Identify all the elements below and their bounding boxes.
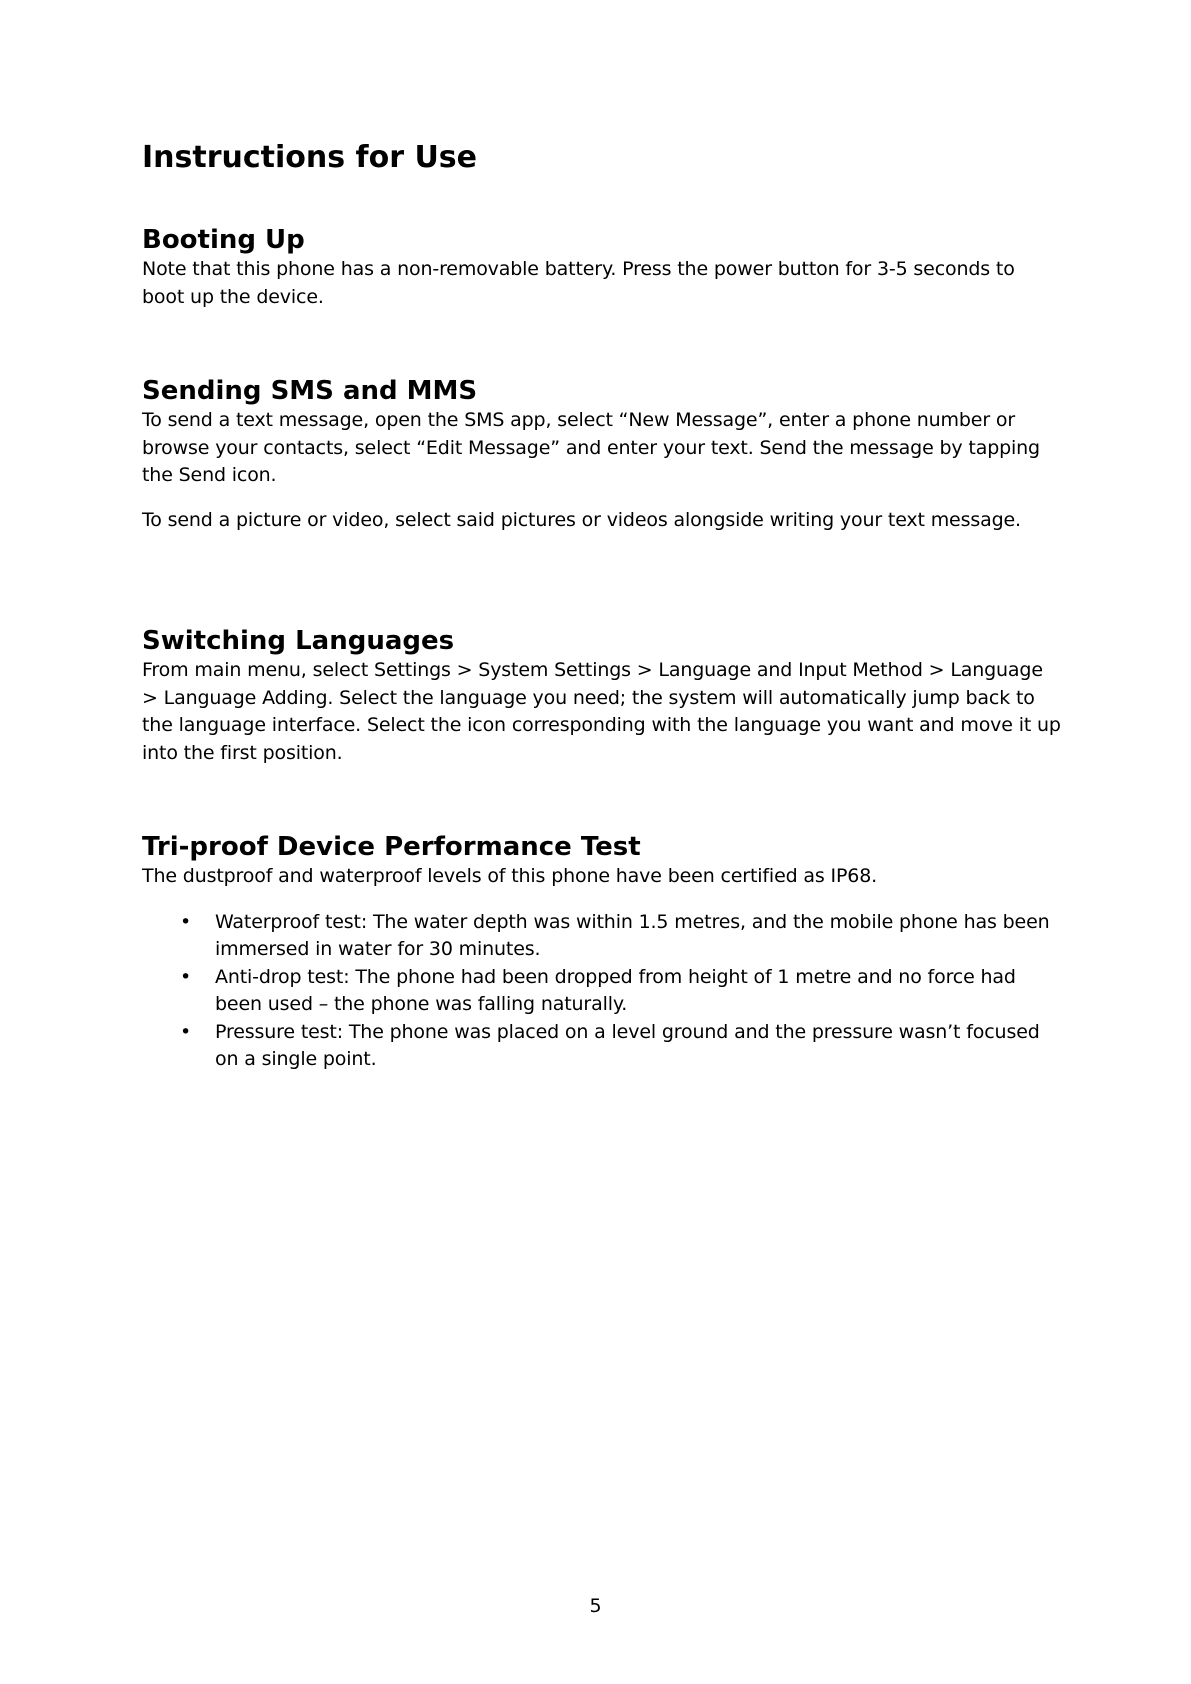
section-switching-languages [142, 625, 1062, 767]
bullet-list [142, 909, 1062, 1074]
section-paragraph: To send a text message, open the SMS app, select “New Message”, enter a phone number or browse your contacts, select “Edit Message” and enter your text. Send the message by tapping the Send icon. [142, 409, 1040, 486]
bullet-icon: • [180, 965, 192, 988]
section-paragraph: Note that this phone has a non-removable battery. Press the power button for 3-5 seconds to boot up the device. [142, 258, 1015, 308]
list-item [142, 909, 1062, 964]
list-item-text: Pressure test: The phone was placed on a level ground and the pressure wasn’t focused on a single point. [215, 1020, 1040, 1070]
section-heading: Switching Languages [142, 626, 455, 656]
list-item-text: Anti-drop test: The phone had been dropped from height of 1 metre and no force had been used – the phone was falling naturally. [215, 965, 1016, 1015]
page-title: Instructions for Use [142, 140, 478, 175]
section-sending-sms-mms [142, 375, 1062, 534]
bullet-icon: • [180, 910, 192, 933]
section-paragraph: The dustproof and waterproof levels of this phone have been certified as IP68. [142, 865, 878, 887]
bullet-icon: • [180, 1020, 192, 1043]
section-heading: Booting Up [142, 225, 305, 255]
section-heading: Tri-proof Device Performance Test [142, 832, 641, 862]
section-heading: Sending SMS and MMS [142, 376, 478, 406]
section-booting-up [142, 224, 1062, 311]
page-number: 5 [589, 1595, 602, 1617]
list-item-text: Waterproof test: The water depth was within 1.5 metres, and the mobile phone has been immersed in water for 30 minutes. [215, 910, 1050, 960]
list-item [142, 964, 1062, 1019]
section-paragraph: To send a picture or video, select said pictures or videos alongside writing your text message. [142, 508, 1021, 531]
list-item [142, 1019, 1062, 1074]
section-paragraph: From main menu, select Settings > System Settings > Language and Input Method > Language > Language Adding. Select the language you need; the system will automatically jump back to the language interface. Select the icon corresponding with the language you want and move it up into the first position. [142, 659, 1061, 764]
section-triproof-test [142, 831, 1062, 1074]
